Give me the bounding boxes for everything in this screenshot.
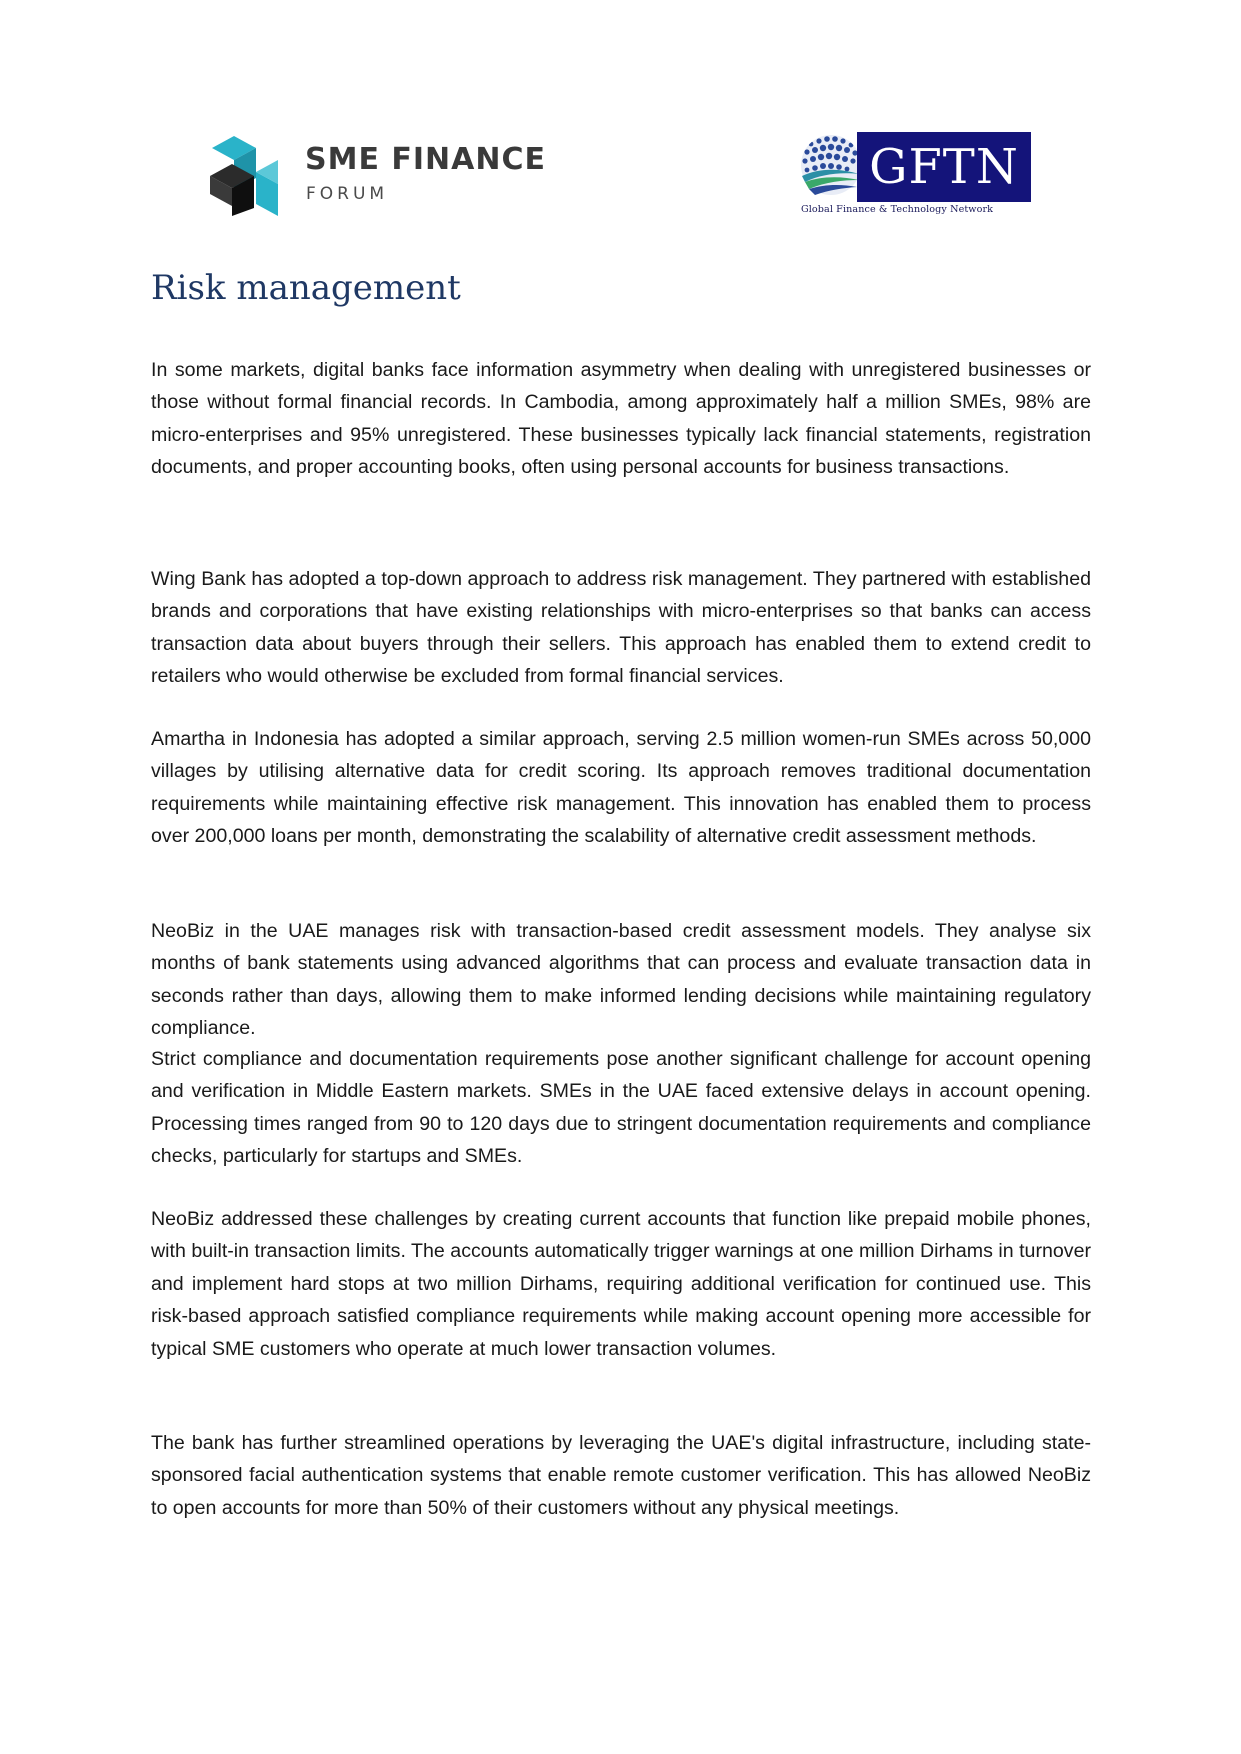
paragraph-1: In some markets, digital banks face information asymmetry when dealing with unregistered businesses or those without formal financial records. In Cambodia, among approximately half a million SMEs, 98% are micro-enterprises and 95% unregistered. These businesses typically lack financial statements, registration documents, and proper accounting books, often using personal accounts for business transactions. bbox=[151, 359, 1091, 479]
sme-logo-mark-icon bbox=[210, 136, 290, 216]
paragraph-4: NeoBiz in the UAE manages risk with transaction-based credit assessment models. They analyse six months of bank statements using advanced algorithms that can process and evaluate transaction data in seconds rather than days, allowing them to make informed lending decisions while maintaining regulatory compliance. bbox=[151, 920, 1091, 1040]
paragraph-3: Amartha in Indonesia has adopted a similar approach, serving 2.5 million women-run SMEs across 50,000 villages by utilising alternative data for credit scoring. Its approach removes traditional documentation requirements while maintaining effective risk management. This innovation has enabled them to process over 200,000 loans per month, demonstrating the scalability of alternative credit assessment methods. bbox=[151, 728, 1091, 848]
paragraph-5: Strict compliance and documentation requirements pose another significant challenge for account opening and verification in Middle Eastern markets. SMEs in the UAE faced extensive delays in account opening. Processing times ranged from 90 to 120 days due to stringent documentation requirements and compliance checks, particularly for startups and SMEs. bbox=[151, 1048, 1091, 1168]
sme-logo-line2: FORUM bbox=[306, 184, 389, 204]
gftn-logo bbox=[799, 132, 1031, 218]
paragraph-7: The bank has further streamlined operations by leveraging the UAE's digital infrastructure, including state-sponsored facial authentication systems that enable remote customer verification. This has allowed NeoBiz to open accounts for more than 50% of their customers without any physical meetings. bbox=[151, 1432, 1091, 1519]
page-title: Risk management bbox=[151, 268, 461, 308]
globe-icon bbox=[799, 132, 861, 198]
sme-finance-forum-logo bbox=[210, 136, 546, 216]
gftn-logo-abbr: GFTN bbox=[869, 139, 1019, 195]
paragraph-2: Wing Bank has adopted a top-down approach to address risk management. They partnered with established brands and corporations that have existing relationships with micro-enterprises so that banks can access transaction data about buyers through their sellers. This approach has enabled them to extend credit to retailers who would otherwise be excluded from formal financial services. bbox=[151, 568, 1091, 688]
sme-logo-line1: SME FINANCE bbox=[305, 142, 546, 177]
gftn-logo-tagline: Global Finance & Technology Network bbox=[801, 204, 994, 215]
paragraph-6: NeoBiz addressed these challenges by creating current accounts that function like prepaid mobile phones, with built-in transaction limits. The accounts automatically trigger warnings at one million Dirhams in turnover and implement hard stops at two million Dirhams, requiring additional verification for continued use. This risk-based approach satisfied compliance requirements while making account opening more accessible for typical SME customers who operate at much lower transaction volumes. bbox=[151, 1208, 1091, 1360]
